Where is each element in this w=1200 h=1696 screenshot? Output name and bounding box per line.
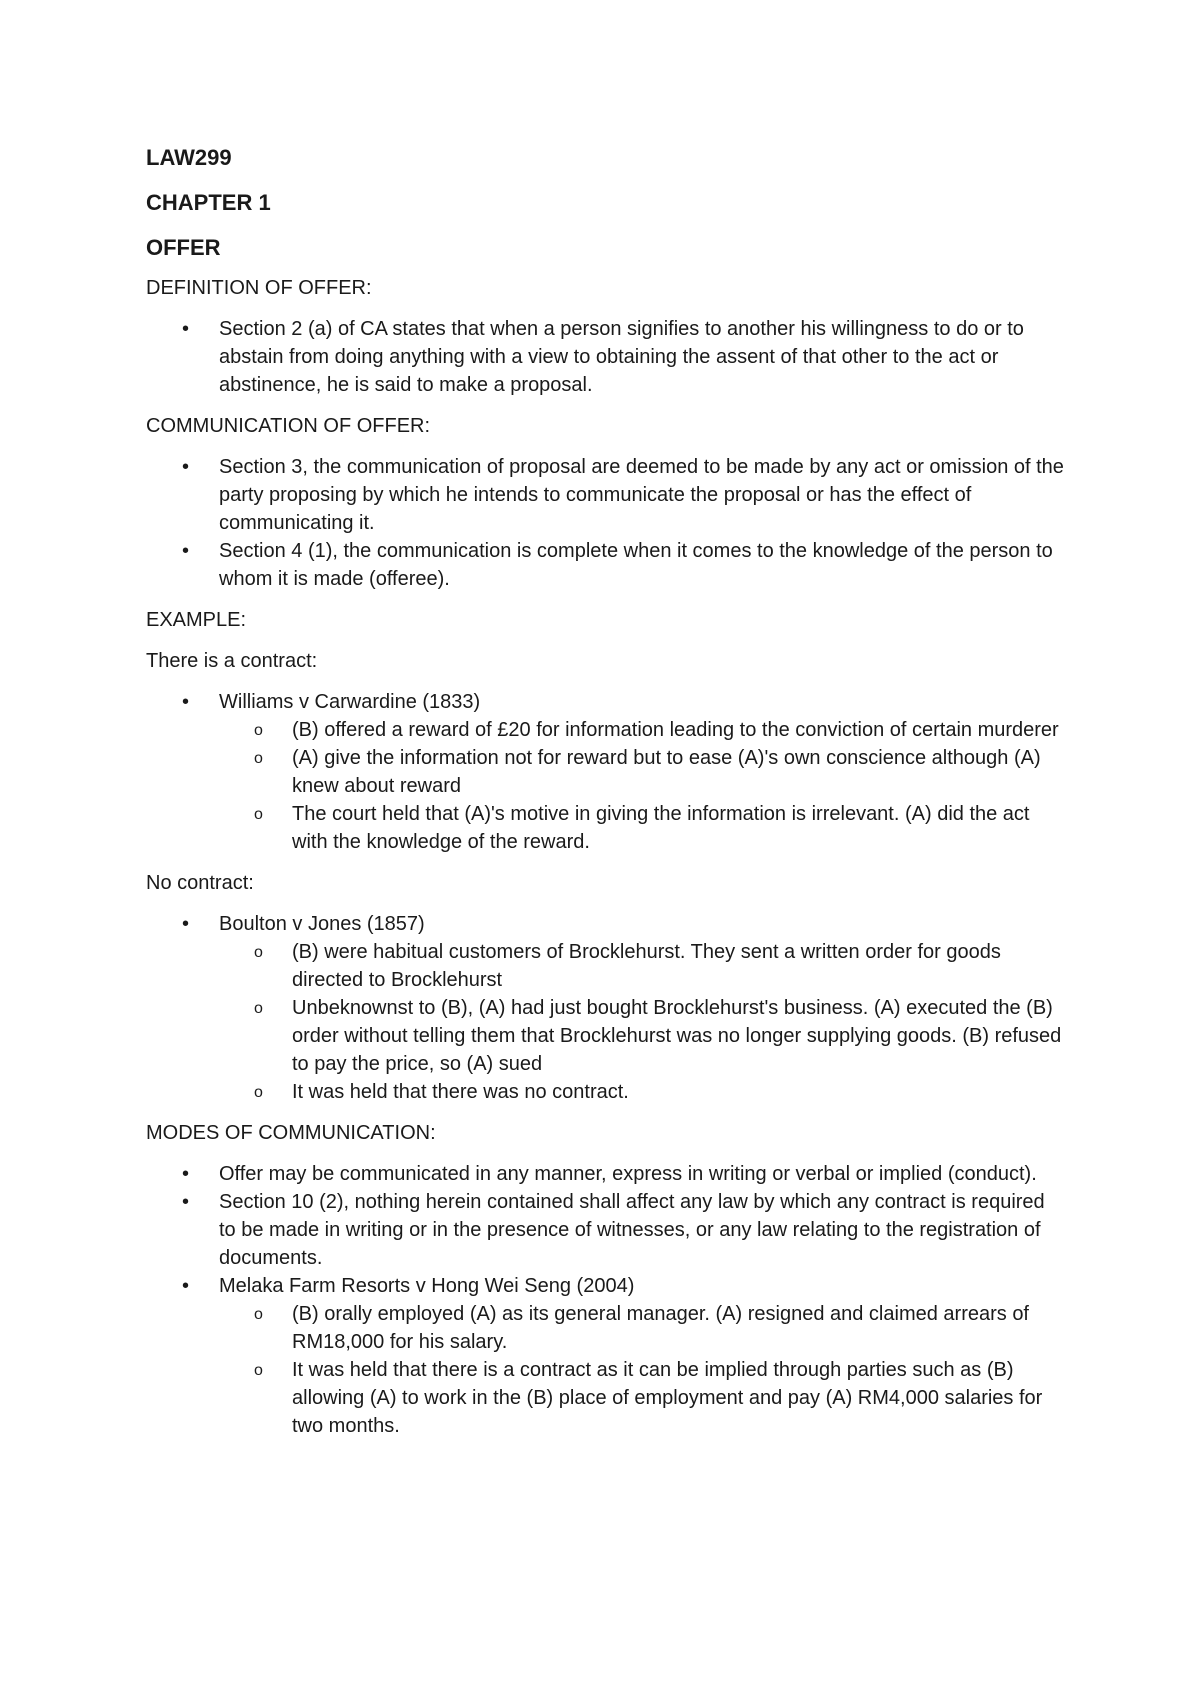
topic-heading: OFFER (146, 235, 221, 260)
case-name: Williams v Carwardine (1833) (219, 691, 481, 713)
sub-list-item: o (B) orally employed (A) as its general manager. (A) resigned and claimed arrears of RM18,000 for his salary. (219, 1300, 1066, 1356)
list-item: • Section 2 (a) of CA states that when a person signifies to another his willingness to do or to abstain from doing anything with a view to obtaining the assent of that other to the act or abstinence, he is said to make a proposal. (146, 315, 1066, 399)
sub-list-item: o (B) offered a reward of £20 for information leading to the conviction of certain murderer (219, 716, 1066, 744)
case-points (219, 1300, 1066, 1440)
sub-list-item: o The court held that (A)'s motive in giving the information is irrelevant. (A) did the act with the knowledge of the reward. (219, 800, 1066, 856)
modes-list (146, 1160, 1066, 1440)
case-item (146, 910, 1066, 1106)
communication-heading: COMMUNICATION OF OFFER: (146, 415, 431, 437)
sub-list-item: o It was held that there was no contract. (219, 1078, 1066, 1106)
contract-label: There is a contract: (146, 650, 318, 672)
example-heading: EXAMPLE: (146, 609, 247, 631)
list-item: • Offer may be communicated in any manner, express in writing or verbal or implied (conduct). (146, 1160, 1066, 1188)
sub-list-item: o Unbeknownst to (B), (A) had just bought Brocklehurst's business. (A) executed the (B) order without telling them that Brocklehurst was no longer supplying goods. (B) refused to pay the price, so (A) sued (219, 994, 1066, 1078)
list-item: • Section 3, the communication of proposal are deemed to be made by any act or omission of the party proposing by which he intends to communicate the proposal or has the effect of communicating it. (146, 453, 1066, 537)
communication-list (146, 453, 1066, 593)
contract-case-list (146, 688, 1066, 856)
definition-heading: DEFINITION OF OFFER: (146, 277, 372, 299)
definition-list (146, 315, 1066, 399)
no-contract-label: No contract: (146, 872, 254, 894)
list-item: • Section 4 (1), the communication is complete when it comes to the knowledge of the person to whom it is made (offeree). (146, 537, 1066, 593)
course-code: LAW299 (146, 145, 232, 170)
case-points (219, 716, 1066, 856)
case-name: Boulton v Jones (1857) (219, 913, 425, 935)
case-item (146, 688, 1066, 856)
sub-list-item: o (B) were habitual customers of Brocklehurst. They sent a written order for goods directed to Brocklehurst (219, 938, 1066, 994)
case-points (219, 938, 1066, 1106)
modes-heading: MODES OF COMMUNICATION: (146, 1122, 436, 1144)
sub-list-item: o (A) give the information not for reward but to ease (A)'s own conscience although (A) knew about reward (219, 744, 1066, 800)
case-name: Melaka Farm Resorts v Hong Wei Seng (2004) (219, 1275, 635, 1297)
list-item: • Section 10 (2), nothing herein contained shall affect any law by which any contract is required to be made in writing or in the presence of witnesses, or any law relating to the registration of documents. (146, 1188, 1066, 1272)
sub-list-item: o It was held that there is a contract as it can be implied through parties such as (B) allowing (A) to work in the (B) place of employment and pay (A) RM4,000 salaries for two months. (219, 1356, 1066, 1440)
document-page (146, 145, 1066, 1440)
no-contract-case-list (146, 910, 1066, 1106)
chapter-heading: CHAPTER 1 (146, 190, 271, 215)
case-item (146, 1272, 1066, 1440)
